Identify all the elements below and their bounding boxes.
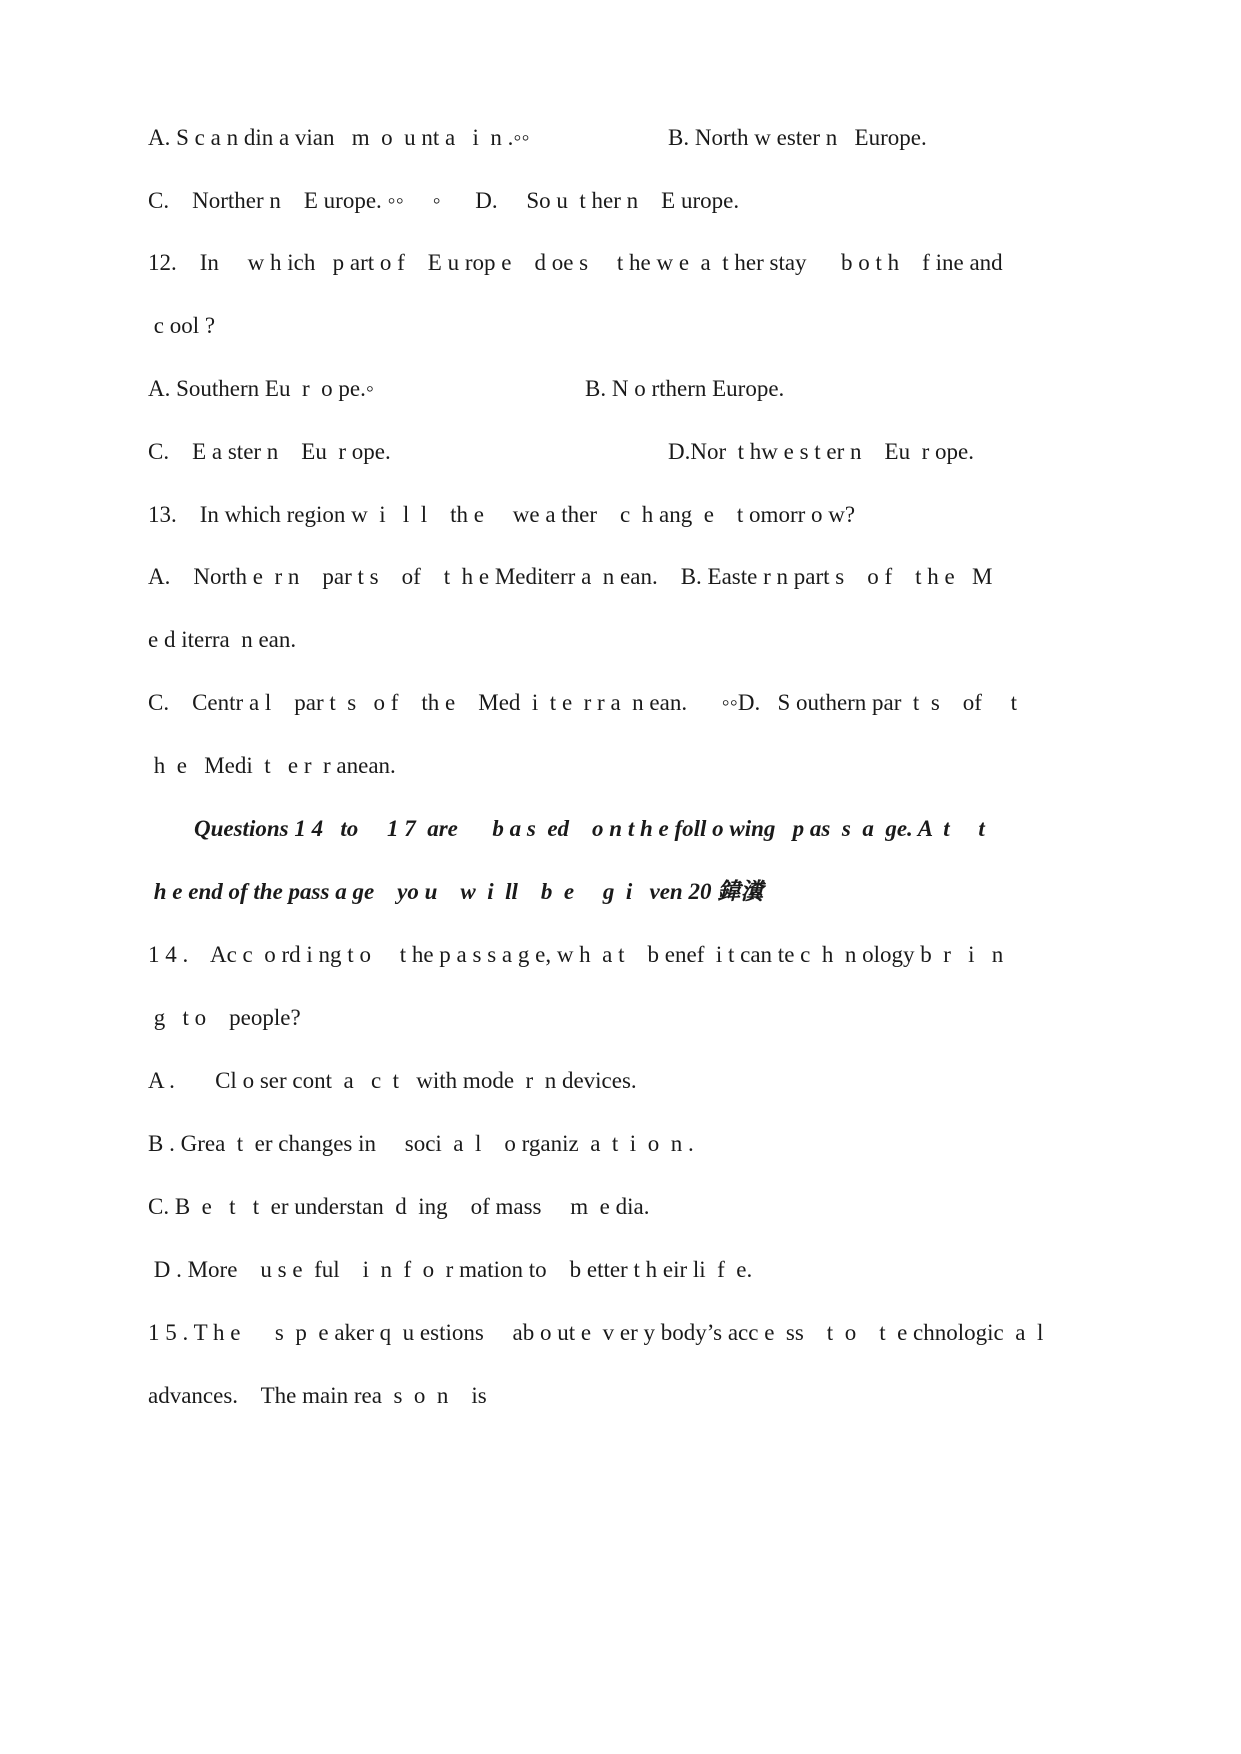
q12-option-c: C. E a ster n Eu r ope. — [148, 439, 391, 464]
passage-instruction-cont: h e end of the pass a ge yo u w i ll b e g i ven 20 鍏瀵 — [148, 879, 764, 904]
q11-options-cd: C. Norther n E urope. ◦◦ ◦ D. So u t her n E urope. — [148, 188, 740, 213]
q11-option-b: B. North w ester n Europe. — [668, 125, 927, 150]
q15-stem-cont: advances. The main rea s o n is — [148, 1383, 487, 1408]
q13-stem: 13. In which region w i l l th e we a ther c h ang e t omorr o w? — [148, 502, 856, 527]
q14-stem-cont: g t o people? — [148, 1005, 301, 1030]
q12-stem: 12. In w h ich p art o f E u rop e d oe s t he w e a t her stay b o t h f ine and — [148, 250, 1003, 275]
q15-stem: 1 5 . T h e s p e aker q u estions ab o ut e v er y body’s acc e ss t o t e chnologic a l — [148, 1320, 1044, 1345]
q14-option-b: B . Grea t er changes in soci a l o rganiz a t i o n . — [148, 1131, 694, 1156]
q12-option-a: A. Southern Eu r o pe.◦ — [148, 376, 374, 401]
q11-option-a: A. S c a n din a vian m o u nt a i n .◦◦ — [148, 125, 530, 150]
q13-options-cd: C. Centr a l par t s o f th e Med i t e r r a n ean. ◦◦D. S outhern par t s of t — [148, 690, 1018, 715]
q14-stem: 1 4 . Ac c o rd i ng t o t he p a s s a g e, w h a t b enef i t can te c h n ology b r i n — [148, 942, 1004, 967]
q12-option-d: D.Nor t hw e s t er n Eu r ope. — [668, 439, 974, 464]
q14-option-a: A . Cl o ser cont a c t with mode r n devices. — [148, 1068, 637, 1093]
q13-options-ab-cont: e d iterra n ean. — [148, 627, 297, 652]
q13-options-cd-cont: h e Medi t e r r anean. — [148, 753, 396, 778]
q12-option-b: B. N o rthern Europe. — [585, 376, 785, 401]
q13-options-ab: A. North e r n par t s of t h e Mediterr a n ean. B. Easte r n part s o f t h e M — [148, 564, 993, 589]
q12-stem-cont: c ool ? — [148, 313, 216, 338]
passage-instruction: Questions 1 4 to 1 7 are b a s ed o n t h e foll o wing p as s a ge. A t t — [148, 816, 985, 841]
q14-option-d: D . More u s e ful i n f o r mation to b etter t h eir li f e. — [148, 1257, 753, 1282]
q14-option-c: C. B e t t er understan d ing of mass m e dia. — [148, 1194, 650, 1219]
